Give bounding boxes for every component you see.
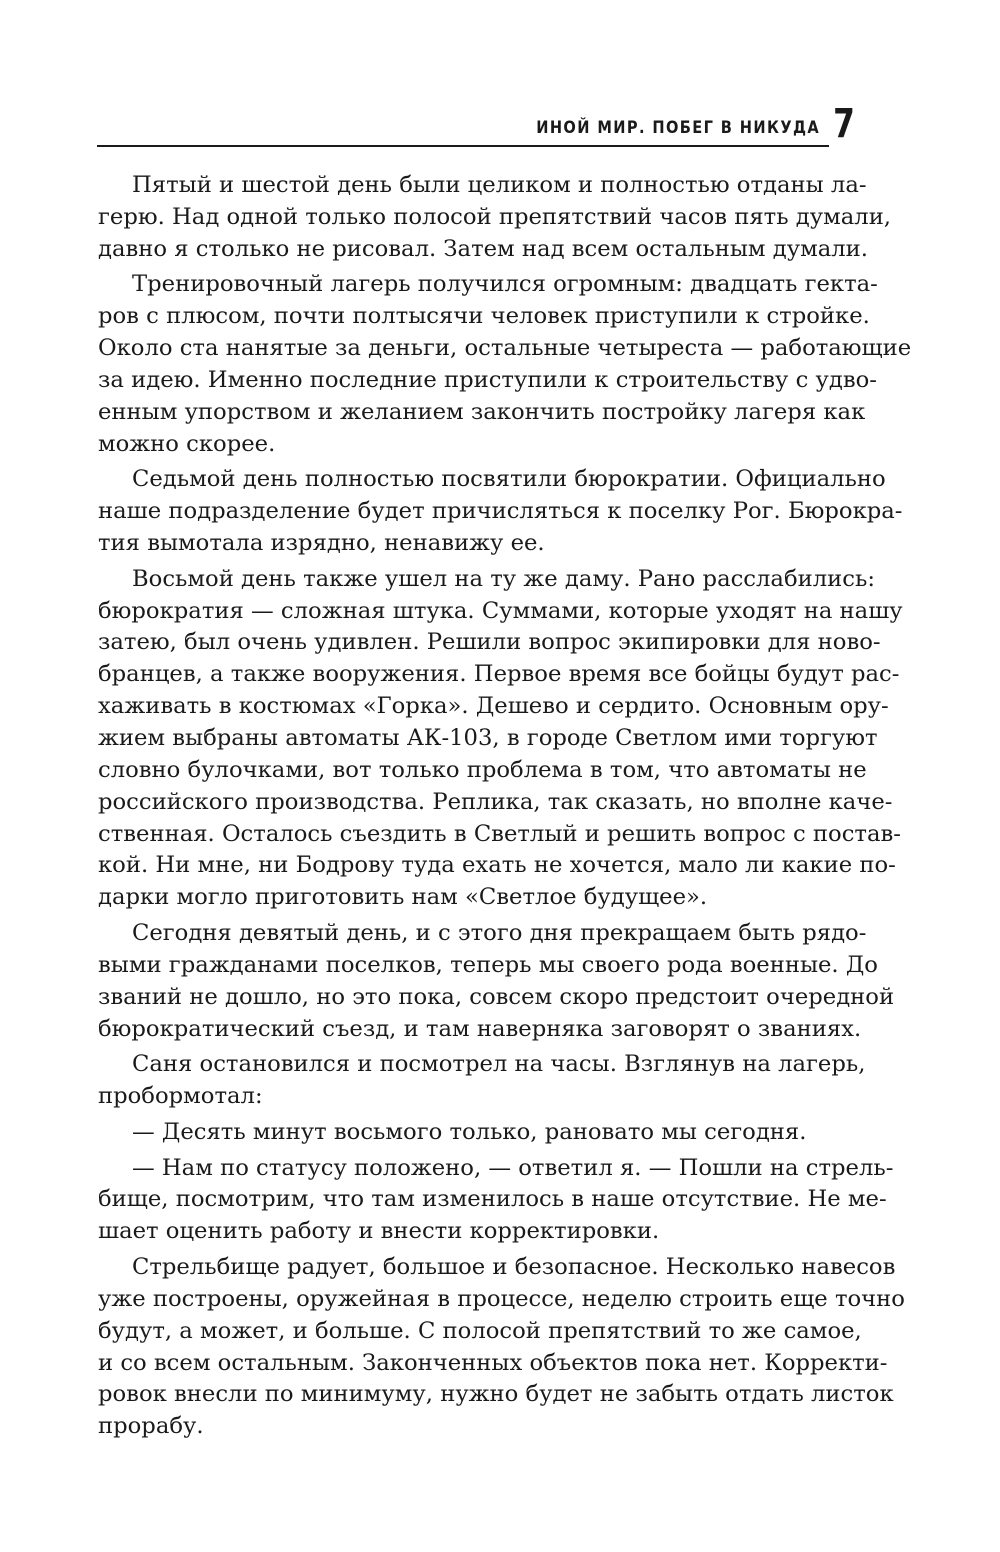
paragraph [98,1252,905,1443]
paragraph [98,170,892,266]
text-line: словно булочками, вот только проблема в том, что автоматы не [98,756,867,783]
text-line: Пятый и шестой день были целиком и полностью отданы ла- [132,172,867,198]
text-line: давно я столько не рисовал. Затем над всем остальным думали. [98,235,868,262]
text-line: — Десять минут восьмого только, рановато мы сегодня. [132,1118,807,1145]
text-line: Сегодня девятый день, и с этого дня прекращаем быть рядо- [132,919,867,946]
text-line: ровок внесли по минимуму, нужно будет не забыть отдать листок [98,1381,894,1408]
paragraph [98,464,903,560]
text-line: российского производства. Реплика, так сказать, но вполне каче- [98,788,893,815]
text-line: затею, был очень удивлен. Решили вопрос экипировки для ново- [98,629,881,656]
running-title: ИНОЙ МИР. ПОБЕГ В НИКУДА [536,118,820,138]
text-line: тия вымотала изрядно, ненавижу ее. [98,530,545,557]
text-line: бюрократический съезд, и там наверняка заговорят о званиях. [98,1015,862,1042]
paragraph [98,1049,866,1113]
page-number: 7 [833,101,855,147]
text-line: жием выбраны автоматы АК-103, в городе Светлом ими торгуют [98,725,878,752]
body-text [98,170,912,1447]
text-line: хаживать в костюмах «Горка». Дешево и сердито. Основным ору- [98,693,889,720]
text-line: уже построены, оружейная в процессе, неделю строить еще точно [98,1285,905,1312]
paragraph [98,564,903,914]
text-line: Стрельбище радует, большое и безопасное. Несколько навесов [132,1253,896,1280]
text-line: будут, а может, и больше. С полосой препятствий то же самое, [98,1317,862,1344]
text-line: прорабу. [98,1413,204,1440]
text-line: наше подразделение будет причисляться к поселку Рог. Бюрокра- [98,498,903,525]
text-line: за идею. Именно последние приступили к строительству с удво- [98,366,877,393]
text-line: выми гражданами поселков, теперь мы своего рода военные. До [98,951,878,978]
text-line: Тренировочный лагерь получился огромным: двадцать гекта- [132,271,878,298]
text-line: Около ста нанятые за деньги, остальные четыреста — работающие [98,335,912,362]
text-line: бюрократия — сложная штука. Суммами, которые уходят на нашу [98,597,903,624]
text-line: ров с плюсом, почти полтысячи человек приступили к стройке. [98,303,870,330]
text-line: дарки могло приготовить нам «Светлое будущее». [98,884,708,911]
text-line: званий не дошло, но это пока, совсем скоро предстоит очередной [98,983,895,1010]
text-line: Восьмой день также ушел на ту же даму. Рано расслабились: [132,565,875,592]
text-line: бранцев, а также вооружения. Первое время все бойцы будут рас- [98,661,900,688]
text-line: герю. Над одной только полосой препятствий часов пять думали, [98,203,892,230]
paragraph [98,918,895,1045]
text-line: Седьмой день полностью посвятили бюрократии. Официально [132,466,886,493]
text-line: кой. Ни мне, ни Бодрову туда ехать не хочется, мало ли какие по- [98,852,896,879]
text-line: — Нам по статусу положено, — ответил я. — Пошли на стрель- [132,1154,894,1181]
paragraph [98,1153,894,1249]
page-header [97,101,857,152]
text-line: енным упорством и желанием закончить постройку лагеря как [98,398,866,425]
text-line: ственная. Осталось съездить в Светлый и решить вопрос с постав- [98,820,901,847]
text-line: и со всем остальным. Законченных объектов пока нет. Корректи- [98,1349,888,1376]
paragraph [98,269,912,460]
text-line: бище, посмотрим, что там изменилось в наше отсутствие. Не ме- [98,1186,887,1213]
text-line: можно скорее. [98,430,276,457]
paragraph [98,1117,854,1149]
text-line: шает оценить работу и внести корректировки. [98,1218,660,1245]
text-line: Саня остановился и посмотрел на часы. Взглянув на лагерь, [132,1051,866,1078]
text-line: пробормотал: [98,1083,263,1110]
header-rule [97,145,829,147]
